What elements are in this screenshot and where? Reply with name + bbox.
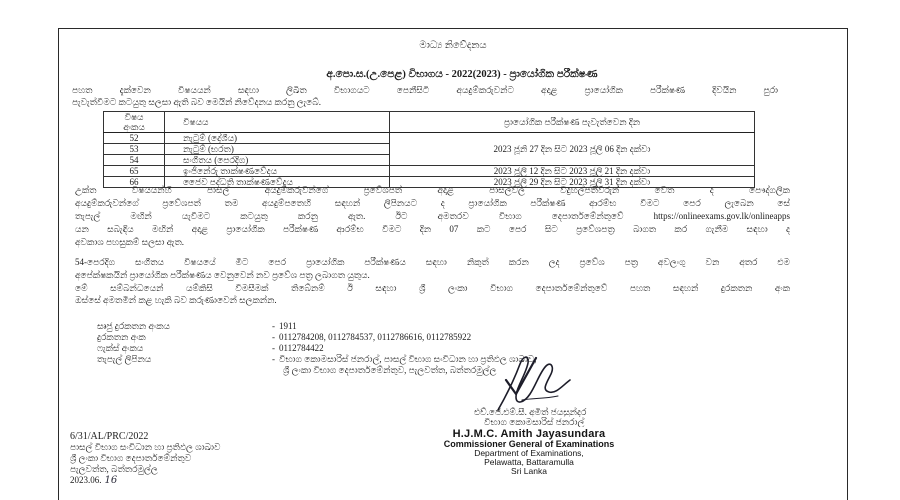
handwritten-signature (492, 350, 574, 414)
subject-code-cell: 54 (104, 155, 165, 166)
reference-location: පැලවත්ත, බත්තරමුල්ල (70, 464, 158, 474)
contact-value: ශ්‍රී ලංකා විභාග දෙපාර්තමේන්තුව, පැලවත්ත, බත්තරමුල්ල (283, 365, 497, 375)
exam-dates-cell: 2023 ජූලි 12 දින සිට 2023 ජූලි 21 දින දක්වා (390, 166, 755, 177)
contact-separator: - (272, 354, 275, 364)
intro-paragraph (72, 84, 778, 108)
stamp-address: Pelawatta, Battaramulla (484, 458, 574, 467)
header-text: විෂය (124, 112, 144, 122)
notice-title: අ.පො.ස.(උ.පෙළ) විභාගය - 2022(2023) - ප්‍රායෝගික පරීක්ෂණ (326, 69, 598, 80)
contact-details (97, 321, 817, 376)
contact-separator: - (272, 332, 275, 342)
reference-number: 6/31/AL/PRC/2022 (70, 431, 149, 442)
reference-date (70, 475, 290, 486)
reference-branch: පාසල් විභාග සංවිධාන හා ප්‍රතිඵල ශාඛාව (70, 442, 221, 452)
header-text: අංකය (123, 122, 145, 132)
stamp-title: Commissioner General of Examinations (443, 440, 615, 449)
contact-row-fax (97, 343, 817, 354)
contact-row-postal-address-continued (97, 365, 817, 376)
reference-block (70, 431, 290, 486)
contact-label: ෆැක්ස් අංකය (97, 343, 144, 353)
stamp-country: Sri Lanka (511, 467, 547, 476)
signatory-name-sinhala: එච්.ජේ.එම්.සී. අමිත් ජයසුන්දර (474, 407, 587, 417)
contact-value: 1911 (279, 321, 297, 331)
paragraph-line: මේ සම්බන්ධයෙන් යම්කිසි විමසීමක් තිබේනම් ඊ සඳහා ශ්‍රී ලංකා විභාග දෙපාර්තමේන්තුවේ පහත සඳහන් දුරකතන අංක (75, 283, 790, 293)
subject-code-cell: 66 (104, 177, 165, 188)
admission-card-paragraph (75, 184, 790, 249)
paragraph-line: තැපැල් මඟින් යැවීමට කටයුතු කරනු ඇත. ඊට අමතරව විභාග දෙපාර්තමේන්තුවේ https://onlineexams.gov.lk/onlineapps (75, 211, 790, 221)
date-printed: 2023.06. (70, 475, 102, 485)
table-row (104, 166, 755, 177)
exam-dates-cell: 2023 ජූනි 27 දින සිට 2023 ජූලි 06 දින දක්වා (390, 133, 755, 166)
paragraph-line: පහත දැක්වෙන විෂයයන් සඳහා ලිඛිත විභාගයට පෙනීසිටි අයදුම්කරුවන්ට අදාළ ප්‍රායෝගික පරීක්ෂණ දිවයින පුරා (72, 85, 778, 95)
cancellation-paragraph (75, 256, 790, 282)
paragraph-line: අපේක්ෂකයින් ප්‍රායෝගික පරීක්ෂණය වෙනුවෙන් නව ප්‍රවේශ පත්‍ර ලබාගත යුතුය. (75, 270, 370, 280)
subject-name-cell: සංගීතය (පෙරදිග) (165, 155, 390, 166)
paragraph-line: යන සබැඳිය මඟින් අදාළ ප්‍රායෝගික පරීක්ෂණ ආරම්භ වීමට දින 07 කට පෙර සිට ප්‍රවේශපත්‍ර බාගත කර ගැනීම සඳහා ද (75, 224, 790, 234)
paragraph-line: අවකාශ පහසුකම් සලසා ඇත. (75, 237, 185, 247)
signatory-designation-sinhala: විභාග කොමසාරිස් ජනරාල් (484, 417, 585, 427)
contact-value: 0112784208, 0112784537, 0112786616, 0112785922 (279, 332, 472, 342)
table-header-row (104, 112, 755, 133)
notice-heading: මාධ්‍ය නිවේදනය (419, 40, 487, 51)
paragraph-line: අයදුම්කරුවන්ගේ ප්‍රවේශපත් තම අයදුම්පතෙහි සඳහන් ලිපිනයට ද ප්‍රායෝගික පරීක්ෂණ ආරම්භ වීමට පෙර ලැබෙන සේ (75, 198, 790, 208)
header-exam-dates: ප්‍රායෝගික පරීක්ෂණ පැවැත්වෙන දින (390, 112, 755, 133)
contact-row-postal-address (97, 354, 817, 365)
stamp-department: Department of Examinations, (474, 449, 584, 458)
contact-label: දුරකතන අංක (97, 332, 146, 342)
paragraph-line: ඔස්සේ අමතමින් කළ හැකි බව කරුණාවෙන් සලකන්න. (75, 295, 277, 305)
subject-code-cell: 53 (104, 144, 165, 155)
subject-code-cell: 65 (104, 166, 165, 177)
subject-name-cell: නැටුම් (භරත) (165, 144, 390, 155)
official-stamp (420, 428, 638, 476)
contact-value: 0112784422 (279, 343, 324, 353)
subject-name-cell: ජෛව පද්ධති තාක්ෂණවේදය (165, 177, 390, 188)
stamp-name: H.J.M.C. Amith Jayasundara (452, 428, 606, 440)
subject-code-cell: 52 (104, 133, 165, 144)
inquiry-paragraph (75, 282, 790, 306)
subject-name-cell: නැටුම් (දේශීය) (165, 133, 390, 144)
paragraph-line: 54-පෙරදිග සංගීතය විෂයයේ මීට පෙර ප්‍රායෝගික පරීක්ෂණය සඳහා නිකුත් කරන ලද ප්‍රවේශ පත්‍ර අවලංගු වන අතර එම (75, 257, 790, 267)
contact-row-hotline (97, 321, 817, 332)
practical-exam-schedule-table (103, 111, 755, 188)
reference-department: ශ්‍රී ලංකා විභාග දෙපාර්තමේන්තුව (70, 453, 192, 463)
header-subject-code (104, 112, 165, 133)
contact-separator: - (272, 321, 275, 331)
date-handwritten: 16 (104, 475, 118, 486)
contact-value: විභාග කොමසාරිස් ජනරාල්, පාසල් විභාග සංවිධාන හා ප්‍රතිඵල ශාඛාව, (279, 354, 537, 364)
exam-dates-cell: 2023 ජූලි 29 දින සිට 2023 ජූලි 31 දින දක්වා (390, 177, 755, 188)
contact-separator: - (272, 343, 275, 353)
header-subject: විෂයය (165, 112, 390, 133)
paragraph-line: උක්ත විෂයයන්හි පාසල් අයදුම්කරුවන්ගේ ප්‍රවේශපත් අදාළ පාසල්වල විදුහල්පතිවරුන් වෙත ද පෞද්ගලික (75, 185, 790, 195)
contact-label: තැපැල් ලිපිනය (97, 354, 152, 364)
paragraph-line: පැවැත්වීමට කටයුතු සලසා ඇති බව මෙයින් නිවේදනය කරනු ලැබේ. (72, 97, 321, 107)
table-row (104, 133, 755, 144)
contact-label: සෘජු දුරකතන අංකය (97, 321, 170, 331)
subject-name-cell: ඉංජිනේරු තාක්ෂණවේදය (165, 166, 390, 177)
contact-row-telephone (97, 332, 817, 343)
